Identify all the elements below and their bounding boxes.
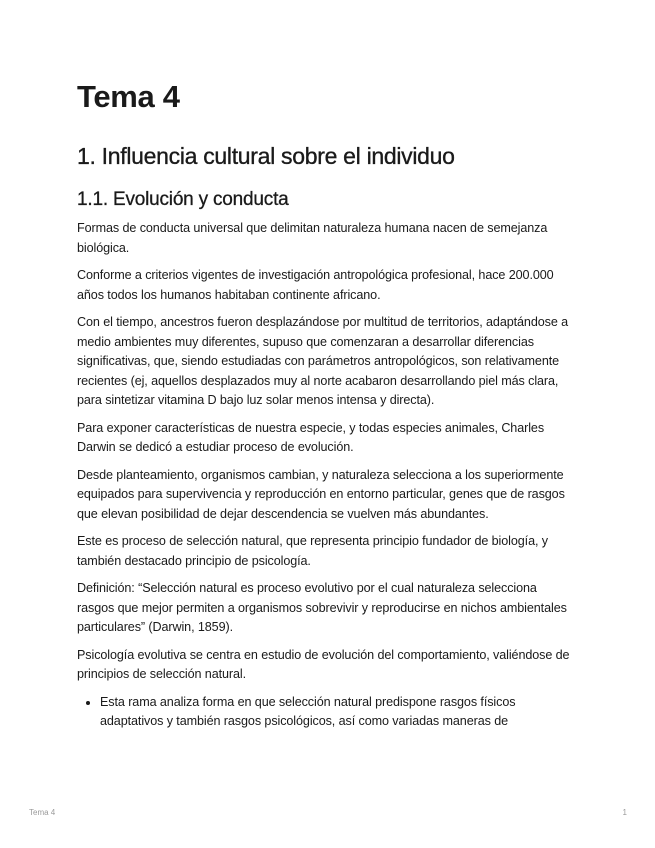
paragraph: Desde planteamiento, organismos cambian, y naturaleza selecciona a los superiormente equipados para supervivencia y reproducción en entorno particular, genes que de rasgos que elevan posibilidad de dejar descendencia se vuelven más abundantes.	[77, 467, 565, 521]
paragraph: Conforme a criterios vigentes de investigación antropológica profesional, hace 200.000 años todos los humanos habitaban continente africano.	[77, 268, 554, 302]
paragraph: Para exponer características de nuestra especie, y todas especies animales, Charles Darwin se dedicó a estudiar proceso de evolución.	[77, 420, 545, 454]
paragraph: Este es proceso de selección natural, que representa principio fundador de biología, y también destacado principio de psicología.	[77, 534, 548, 568]
bullet-list	[77, 693, 577, 732]
paragraph: Con el tiempo, ancestros fueron desplazándose por multitud de territorios, adaptándose a medio ambientes muy diferentes, supuso que comenzaran a desarrollar diferencias significativas, que, siendo estudiadas con parámetros antropológicos, son relativamente recientes (ej, aquellos desplazados muy al norte acabaron desarrollando piel más clara, para sintetizar vitamina D bajo luz solar menos intensa y directa).	[77, 315, 569, 407]
footer-title: Tema 4	[29, 808, 56, 817]
document-title: Tema 4	[77, 79, 180, 114]
paragraph: Definición: “Selección natural es proceso evolutivo por el cual naturaleza selecciona rasgos que mejor permiten a organismos sobrevivir y reproducirse en nichos ambientales particulares” (Darwin, 1859).	[77, 581, 567, 634]
page-number: 1	[622, 808, 627, 817]
body-content	[77, 219, 577, 732]
subsection-heading: 1.1. Evolución y conducta	[77, 189, 289, 210]
section-heading: 1. Influencia cultural sobre el individuo	[77, 143, 455, 169]
bullet-item: • Esta rama analiza forma en que selección natural predispone rasgos físicos adaptativos y también rasgos psicológicos, así como variadas maneras de	[100, 693, 577, 732]
paragraph: Formas de conducta universal que delimitan naturaleza humana nacen de semejanza biológica.	[77, 221, 548, 255]
paragraph: Psicología evolutiva se centra en estudio de evolución del comportamiento, valiéndose de principios de selección natural.	[77, 647, 570, 681]
